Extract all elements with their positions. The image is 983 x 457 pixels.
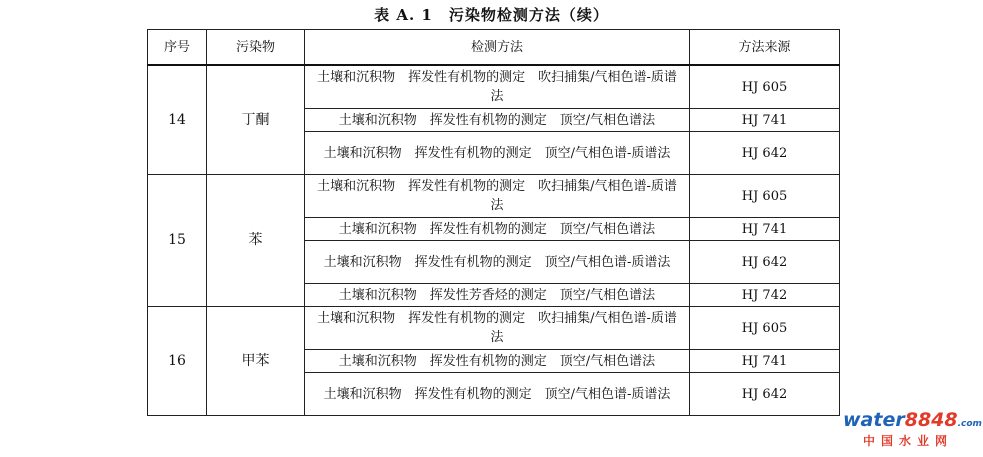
watermark-domain: .com [957,419,982,429]
pollutant-cell: 甲苯 [207,307,305,416]
source-cell: HJ 741 [690,109,840,132]
header-row [148,30,840,66]
watermark-wordmark [843,409,982,434]
source-cell: HJ 642 [690,132,840,175]
header-pollutant: 污染物 [207,30,305,66]
method-cell: 土壤和沉积物 挥发性有机物的测定 吹扫捕集/气相色谱-质谱法 [305,175,690,218]
method-cell: 土壤和沉积物 挥发性有机物的测定 顶空/气相色谱-质谱法 [305,132,690,175]
table-row [148,307,840,350]
seq-cell: 16 [148,307,207,416]
pollutant-cell: 苯 [207,175,305,307]
header-method: 检测方法 [305,30,690,66]
source-cell: HJ 742 [690,284,840,307]
table-row [148,175,840,218]
watermark-digits: 8848 [904,409,958,431]
method-cell: 土壤和沉积物 挥发性有机物的测定 顶空/气相色谱法 [305,218,690,241]
method-cell: 土壤和沉积物 挥发性有机物的测定 顶空/气相色谱法 [305,350,690,373]
source-cell: HJ 642 [690,241,840,284]
table-caption: 表 A. 1 污染物检测方法（续） [374,6,609,24]
method-cell: 土壤和沉积物 挥发性芳香烃的测定 顶空/气相色谱法 [305,284,690,307]
source-cell: HJ 605 [690,175,840,218]
header-source: 方法来源 [690,30,840,66]
method-cell: 土壤和沉积物 挥发性有机物的测定 顶空/气相色谱法 [305,109,690,132]
method-cell: 土壤和沉积物 挥发性有机物的测定 吹扫捕集/气相色谱-质谱法 [305,65,690,109]
source-cell: HJ 741 [690,350,840,373]
method-cell: 土壤和沉积物 挥发性有机物的测定 顶空/气相色谱-质谱法 [305,241,690,284]
source-cell: HJ 605 [690,307,840,350]
table-row [148,65,840,109]
pollutant-cell: 丁酮 [207,65,305,175]
method-cell: 土壤和沉积物 挥发性有机物的测定 吹扫捕集/气相色谱-质谱法 [305,307,690,350]
source-cell: HJ 605 [690,65,840,109]
header-seq: 序号 [148,30,207,66]
pollutant-methods-table [147,29,840,416]
site-watermark-logo [843,409,982,448]
source-cell: HJ 642 [690,373,840,416]
source-cell: HJ 741 [690,218,840,241]
seq-cell: 14 [148,65,207,175]
seq-cell: 15 [148,175,207,307]
method-cell: 土壤和沉积物 挥发性有机物的测定 顶空/气相色谱-质谱法 [305,373,690,416]
watermark-water: water [843,409,905,431]
watermark-site-name: 中国水业网 [862,434,953,448]
